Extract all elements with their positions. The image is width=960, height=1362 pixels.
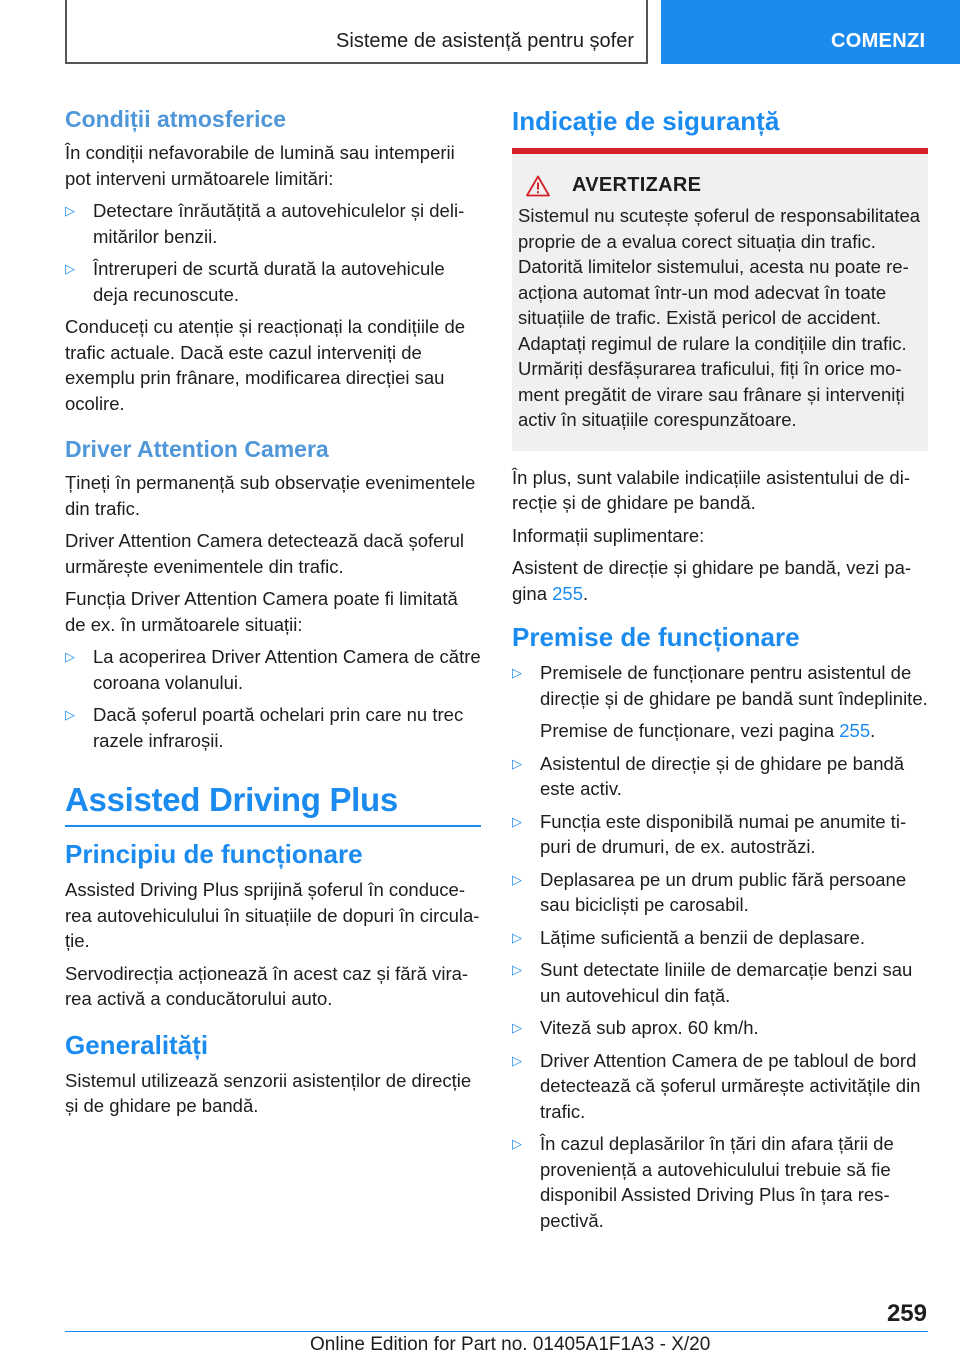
list-item: ▷ Întreruperi de scurtă durată la autovehicule deja recunoscute. — [65, 258, 445, 305]
footer-edition: Online Edition for Part no. 01405A1F1A3 - X/20 — [310, 1334, 711, 1355]
bullet-icon: ▷ — [65, 649, 75, 664]
paragraph: Assisted Driving Plus sprijină șoferul în conducerea autovehiculului în situațiile de dopuri în circulație. — [65, 879, 480, 951]
bullet-icon: ▷ — [512, 1136, 522, 1151]
list-camera-limits — [65, 644, 481, 753]
paragraph: Servodirecția acționează în acest caz și fără virarea activă a conducătorului auto. — [65, 962, 469, 1009]
paragraph: Țineți în permanență sub observație evenimentele din trafic. — [65, 472, 476, 519]
tab-comenzi-label: COMENZI — [831, 30, 926, 52]
heading-atmospheric-conditions: Condiții atmosferice — [65, 106, 287, 132]
bullet-icon: ▷ — [512, 755, 522, 771]
warning-triangle-icon — [526, 175, 550, 197]
header-section-title: Sisteme de asistență pentru șofer — [336, 30, 634, 52]
bullet-icon: ▷ — [512, 1052, 522, 1068]
heading-divider — [65, 825, 481, 827]
bullet-icon: ▷ — [65, 203, 75, 218]
list-item-reference: Premise de funcționare, vezi pagina 255. — [540, 720, 876, 741]
heading-driver-attention-camera: Driver Attention Camera — [65, 436, 329, 462]
paragraph: În condiții nefavorabile de lumină sau intemperii pot interveni următoarele limitări: — [65, 142, 455, 189]
list-item: ▷ Funcția este disponibilă numai pe anumite tipuri de drumuri, de ex. autostrăzi. — [512, 810, 907, 857]
heading-prerequisites: Premise de funcționare — [512, 622, 800, 652]
header-section-box — [65, 0, 648, 64]
paragraph: Conduceți cu atenție și reacționați la condițiile de trafic actuale. Dacă este cazul interveniți de exemplu prin frânare, modificarea direcției sau ocolire. — [65, 316, 466, 414]
bullet-icon: ▷ — [512, 665, 522, 680]
warning-text: Sistemul nu scutește șoferul de responsabilitatea proprie de a evalua corect situația din trafic. Datorită limitelor sistemului, acesta nu poate reacționa automat într-un mod adecvat în toate situațiile de trafic. Există pericol de accident. Adaptați regimul de rulare la condițiile din trafic. Urmăriți desfășurarea traficului, fiți în orice moment pregătit de virare sau frânare și interveniți activ în situațiile corespunzătoare. — [518, 205, 921, 430]
warning-header — [518, 174, 922, 197]
page-link-255[interactable]: 255 — [839, 720, 871, 741]
list-item: ▷ Asistentul de direcție și de ghidare pe bandă este activ. — [512, 752, 905, 799]
list-item: ▷ Viteză sub aprox. 60 km/h. — [512, 1015, 928, 1041]
warning-box — [512, 148, 928, 451]
list-item: ▷ Lățime suficientă a benzii de deplasare. — [512, 925, 928, 951]
bullet-icon: ▷ — [512, 1020, 522, 1035]
bullet-icon: ▷ — [512, 929, 522, 945]
left-column — [65, 100, 481, 1126]
paragraph: Funcția Driver Attention Camera poate fi limitată de ex. în următoarele situații: — [65, 588, 458, 635]
list-item: ▷ Sunt detectate liniile de demarcație benzi sau un autovehicul din față. — [512, 959, 913, 1006]
list-item: ▷ Deplasarea pe un drum public fără persoane sau bicicliști pe carosabil. — [512, 868, 907, 915]
list-item: ▷ Driver Attention Camera de pe tabloul de bord detectează că șoferul urmărește activitățile din trafic. — [512, 1049, 921, 1122]
heading-assisted-driving-plus: Assisted Driving Plus — [65, 781, 398, 818]
heading-general: Generalități — [65, 1029, 209, 1060]
page-number: 259 — [886, 1300, 927, 1327]
list-atmos-limits — [65, 198, 481, 307]
list-item: ▷ În cazul deplasărilor în țări din afara țării de proveniență a autovehiculului trebuie să fie disponibil Assisted Driving Plus în țara respectivă. — [512, 1133, 894, 1231]
list-item: ▷ La acoperirea Driver Attention Camera de către coroana volanului. — [65, 646, 481, 693]
bullet-icon: ▷ — [512, 871, 522, 887]
tab-comenzi[interactable] — [661, 0, 960, 64]
paragraph: Sistemul utilizează senzorii asistenților de direcție și de ghidare pe bandă. — [65, 1069, 472, 1116]
paragraph: Driver Attention Camera detectează dacă șoferul urmărește evenimentele din trafic. — [65, 530, 464, 577]
bullet-icon: ▷ — [65, 261, 75, 276]
bullet-icon: ▷ — [512, 813, 522, 829]
list-item: ▷ Premisele de funcționare pentru asistentul de direcție și de ghidare pe bandă sunt îndeplinite. Premise de funcționare, vezi pagina 255. — [512, 660, 928, 744]
right-column — [512, 100, 928, 1240]
paragraph: În plus, sunt valabile indicațiile asistentului de direcție și de ghidare pe bandă. — [512, 466, 910, 513]
list-item: ▷ Dacă șoferul poartă ochelari prin care nu trec razele infraroșii. — [65, 704, 464, 751]
footer-divider — [65, 1331, 928, 1332]
page-link-255[interactable]: 255 — [552, 582, 583, 604]
bullet-icon: ▷ — [512, 962, 522, 977]
list-prerequisites — [512, 660, 928, 1233]
paragraph: Informații suplimentare: — [512, 524, 705, 546]
heading-principle: Principiu de funcționare — [65, 839, 363, 869]
heading-safety-notice: Indicație de siguranță — [512, 106, 780, 136]
paragraph-reference: Asistent de direcție și ghidare pe bandă, vezi pagina 255. — [512, 557, 912, 604]
warning-title: AVERTIZARE — [572, 174, 702, 196]
bullet-icon: ▷ — [65, 707, 75, 722]
list-item: ▷ Detectare înrăutățită a autovehiculelor și delimitărilor benzii. — [65, 200, 465, 247]
